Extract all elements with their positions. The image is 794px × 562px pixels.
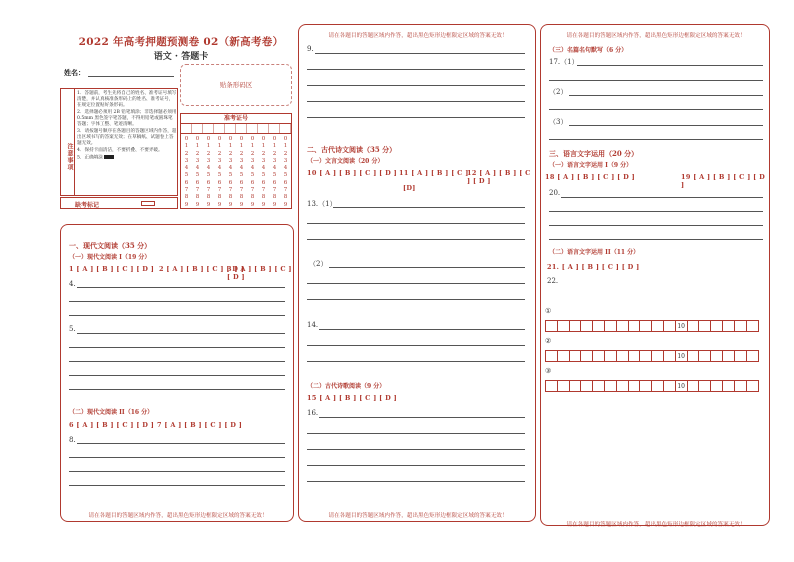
- question-number-4: 4.: [69, 280, 76, 288]
- digit-bubble[interactable]: 6: [250, 179, 255, 186]
- question-number-22: 22.: [547, 277, 559, 285]
- answer-line[interactable]: [307, 345, 525, 346]
- digit-bubble[interactable]: 5: [217, 172, 222, 179]
- marker-3: ③: [545, 367, 552, 375]
- section-heading: 一、现代文阅读（35 分）: [69, 241, 152, 250]
- question-number-13-1: 13.（1）: [307, 200, 337, 208]
- digit-bubble[interactable]: 5: [261, 172, 266, 179]
- digit-bubble[interactable]: 6: [272, 179, 277, 186]
- question-number-17-2: （2）: [549, 88, 568, 96]
- answer-line[interactable]: [69, 485, 285, 486]
- boundary-warning: 请在各题目的答题区域内作答，超出黑色矩形边框限定区域的答案无效！: [328, 513, 508, 519]
- digit-bubble[interactable]: 4: [283, 165, 288, 172]
- answer-line[interactable]: [307, 283, 525, 284]
- digit-bubble[interactable]: 4: [217, 165, 222, 172]
- name-label: 姓名：: [64, 68, 85, 77]
- absent-checkbox[interactable]: [141, 201, 155, 206]
- digit-bubble[interactable]: 3: [239, 157, 244, 164]
- digit-bubble[interactable]: 4: [261, 165, 266, 172]
- writing-grid-row-3[interactable]: 10: [545, 380, 759, 392]
- digit-bubble[interactable]: 7: [239, 187, 244, 194]
- mc-question-6[interactable]: 6 [ A ] [ B ] [ C ] [ D ]: [69, 421, 155, 429]
- answer-line[interactable]: [307, 449, 525, 450]
- digit-bubble[interactable]: 9: [250, 201, 255, 208]
- mc-question-2[interactable]: 2 [ A ] [ B ] [ C ] [ D ]: [159, 265, 245, 273]
- digit-bubble[interactable]: 5: [283, 172, 288, 179]
- digit-bubble[interactable]: 7: [283, 187, 288, 194]
- digit-bubble[interactable]: 9: [195, 201, 200, 208]
- digit-bubble[interactable]: 4: [272, 165, 277, 172]
- digit-column[interactable]: [247, 136, 258, 209]
- marker-2: ②: [545, 337, 552, 345]
- digit-bubble[interactable]: 8: [239, 194, 244, 201]
- answer-panel-1: [60, 224, 294, 522]
- digit-bubble[interactable]: 8: [261, 194, 266, 201]
- digit-bubble[interactable]: 2: [272, 150, 277, 157]
- answer-line[interactable]: [307, 117, 525, 118]
- question-number-5: 5.: [69, 325, 76, 333]
- digit-bubble[interactable]: 9: [217, 201, 222, 208]
- answer-line[interactable]: [549, 80, 763, 81]
- answer-line[interactable]: [69, 389, 285, 390]
- exam-number-write-boxes[interactable]: [181, 124, 291, 134]
- digit-bubble[interactable]: 5: [250, 172, 255, 179]
- answer-line[interactable]: [307, 69, 525, 70]
- absent-mark-row: [60, 197, 178, 209]
- question-number-17-3: （3）: [549, 118, 568, 126]
- answer-line[interactable]: [577, 65, 763, 66]
- answer-line[interactable]: [69, 347, 285, 348]
- digit-bubble[interactable]: 1: [206, 143, 211, 150]
- answer-line[interactable]: [569, 125, 763, 126]
- digit-bubble[interactable]: 3: [283, 157, 288, 164]
- digit-column[interactable]: [225, 136, 236, 209]
- answer-line[interactable]: [77, 287, 285, 288]
- answer-line[interactable]: [307, 101, 525, 102]
- digit-bubble[interactable]: 3: [184, 157, 189, 164]
- marker-1: ①: [545, 307, 552, 315]
- digit-bubble[interactable]: 1: [195, 143, 200, 150]
- subsection-heading: （二）语言文字运用 II（11 分）: [549, 249, 640, 256]
- answer-line[interactable]: [69, 315, 285, 316]
- digit-bubble[interactable]: 2: [206, 150, 211, 157]
- digit-bubble[interactable]: 8: [283, 194, 288, 201]
- digit-bubble[interactable]: 5: [228, 172, 233, 179]
- answer-line[interactable]: [561, 197, 763, 198]
- absent-label: 缺考标记: [75, 202, 100, 209]
- digit-column[interactable]: [203, 136, 214, 209]
- digit-bubble[interactable]: 6: [283, 179, 288, 186]
- digit-bubble[interactable]: 1: [228, 143, 233, 150]
- digit-bubble[interactable]: 6: [184, 179, 189, 186]
- digit-bubble[interactable]: 8: [228, 194, 233, 201]
- digit-bubble[interactable]: 0: [206, 136, 211, 142]
- digit-bubble[interactable]: 5: [184, 172, 189, 179]
- answer-line[interactable]: [333, 207, 525, 208]
- digit-bubble[interactable]: 9: [184, 201, 189, 208]
- mc-question-15[interactable]: 15 [ A ] [ B ] [ C ] [ D ]: [307, 394, 397, 402]
- answer-line[interactable]: [329, 267, 525, 268]
- digit-bubble[interactable]: 2: [239, 150, 244, 157]
- digit-bubble[interactable]: 9: [283, 201, 288, 208]
- answer-line[interactable]: [77, 443, 285, 444]
- mc-question-19[interactable]: 19 [ A ] [ B ] [ C ] [ D ]: [681, 173, 766, 189]
- section-heading: 二、古代诗文阅读（35 分）: [307, 145, 397, 154]
- filled-sample-mark: [104, 155, 114, 159]
- digit-bubble[interactable]: 6: [195, 179, 200, 186]
- digit-bubble[interactable]: 9: [206, 201, 211, 208]
- answer-line[interactable]: [69, 375, 285, 376]
- question-number-13-2: （2）: [309, 260, 328, 268]
- subsection-heading: （一）文言文阅读（20 分）: [307, 158, 384, 165]
- digit-bubble[interactable]: 0: [228, 136, 233, 142]
- digit-bubble[interactable]: 1: [184, 143, 189, 150]
- answer-line[interactable]: [77, 333, 285, 334]
- digit-bubble[interactable]: 6: [228, 179, 233, 186]
- digit-bubble[interactable]: 2: [184, 150, 189, 157]
- digit-bubble[interactable]: 1: [261, 143, 266, 150]
- answer-line[interactable]: [549, 225, 763, 226]
- digit-column[interactable]: [181, 136, 192, 209]
- mc-question-12[interactable]: 12 [ A ] [ B ] [ C ] [ D ]: [467, 169, 531, 185]
- mc-question-18[interactable]: 18 [ A ] [ B ] [ C ] [ D ]: [545, 173, 635, 181]
- digit-bubble[interactable]: 7: [261, 187, 266, 194]
- digit-bubble[interactable]: 4: [250, 165, 255, 172]
- digit-bubble[interactable]: 9: [261, 201, 266, 208]
- digit-bubble[interactable]: 3: [228, 157, 233, 164]
- mc-question-7[interactable]: 7 [ A ] [ B ] [ C ] [ D ]: [157, 421, 243, 429]
- digit-bubble[interactable]: 4: [184, 165, 189, 172]
- answer-line[interactable]: [569, 95, 763, 96]
- answer-panel-2: [298, 24, 536, 522]
- digit-bubble[interactable]: 2: [217, 150, 222, 157]
- notice-item: 5．正确填涂: [77, 155, 177, 162]
- notice-item: 3．请按题号顺序在各题目的答题区域内作答，超出区域书写的答案无效；在草稿纸、试题卷上答题无效。: [77, 129, 177, 146]
- digit-bubble[interactable]: 8: [195, 194, 200, 201]
- notice-item: 2．选择题必须用 2B 铅笔填涂；非选择题必须用 0.5mm 黑色签字笔答题，不得用铅笔或圆珠笔答题；字体工整、笔迹清晰。: [77, 110, 177, 127]
- writing-grid-row-1[interactable]: 10: [545, 320, 759, 332]
- digit-bubble[interactable]: 3: [195, 157, 200, 164]
- boundary-warning: 请在各题目的答题区域内作答，超出黑色矩形边框限定区域的答案无效！: [88, 513, 268, 519]
- digit-column[interactable]: [280, 136, 291, 209]
- digit-bubble[interactable]: 8: [272, 194, 277, 201]
- digit-bubble[interactable]: 5: [239, 172, 244, 179]
- digit-bubble[interactable]: 0: [261, 136, 266, 142]
- exam-number-bubbles[interactable]: [181, 136, 291, 209]
- boundary-warning: 请在各题目的答题区域内作答，超出黑色矩形边框限定区域的答案无效！: [566, 522, 746, 528]
- digit-bubble[interactable]: 0: [250, 136, 255, 142]
- digit-bubble[interactable]: 3: [261, 157, 266, 164]
- notice-heading: 注意事项: [61, 89, 75, 195]
- digit-bubble[interactable]: 6: [217, 179, 222, 186]
- section-heading: 三、语言文字运用（20 分）: [549, 149, 639, 158]
- digit-bubble[interactable]: 8: [206, 194, 211, 201]
- digit-bubble[interactable]: 1: [272, 143, 277, 150]
- digit-bubble[interactable]: 0: [272, 136, 277, 142]
- digit-bubble[interactable]: 3: [250, 157, 255, 164]
- mc-question-21[interactable]: 21. [ A ] [ B ] [ C ] [ D ]: [547, 263, 640, 271]
- barcode-sticker-area: [180, 64, 292, 106]
- digit-bubble[interactable]: 6: [206, 179, 211, 186]
- digit-bubble[interactable]: 1: [217, 143, 222, 150]
- question-number-16: 16.: [307, 409, 319, 417]
- answer-line[interactable]: [307, 299, 525, 300]
- digit-bubble[interactable]: 3: [206, 157, 211, 164]
- digit-bubble[interactable]: 7: [195, 187, 200, 194]
- mc-question-11[interactable]: 11 [ A ] [ B ] [ C ]: [399, 169, 469, 177]
- answer-line[interactable]: [307, 85, 525, 86]
- digit-bubble[interactable]: 7: [217, 187, 222, 194]
- digit-bubble[interactable]: 9: [228, 201, 233, 208]
- digit-bubble[interactable]: 3: [217, 157, 222, 164]
- answer-line[interactable]: [315, 53, 525, 54]
- digit-bubble[interactable]: 2: [250, 150, 255, 157]
- exam-number-grid: [180, 113, 292, 209]
- notice-body: [77, 91, 177, 163]
- digit-bubble[interactable]: 1: [250, 143, 255, 150]
- digit-column[interactable]: [214, 136, 225, 209]
- answer-panel-3: [540, 24, 770, 526]
- digit-bubble[interactable]: 1: [283, 143, 288, 150]
- notice-item: 1．答题前，考生先将自己的姓名、准考证号填写清楚，并认真核准条形码上的姓名、准考证号，在规定位置贴好条形码。: [77, 91, 177, 108]
- answer-line[interactable]: [307, 361, 525, 362]
- answer-line[interactable]: [549, 211, 763, 212]
- digit-column[interactable]: [269, 136, 280, 209]
- boundary-warning: 请在各题目的答题区域内作答，超出黑色矩形边框限定区域的答案无效！: [328, 33, 508, 39]
- answer-line[interactable]: [307, 239, 525, 240]
- digit-bubble[interactable]: 6: [239, 179, 244, 186]
- digit-bubble[interactable]: 0: [239, 136, 244, 142]
- mc-question-3[interactable]: 3 [ A ] [ B ] [ C ] [ D ]: [227, 265, 292, 281]
- subsection-heading: （二）现代文阅读 II（16 分）: [69, 409, 154, 416]
- digit-bubble[interactable]: 2: [261, 150, 266, 157]
- answer-line[interactable]: [69, 457, 285, 458]
- subsection-heading: （三）名篇名句默写（6 分）: [549, 47, 628, 54]
- question-number-14: 14.: [307, 321, 319, 329]
- digit-column[interactable]: [258, 136, 269, 209]
- digit-bubble[interactable]: 3: [272, 157, 277, 164]
- subsection-heading: （一）语言文字运用 I（9 分）: [549, 162, 633, 169]
- answer-line[interactable]: [69, 361, 285, 362]
- notice-item: 4．保持卡面清洁，不要折叠、不要弄破。: [77, 148, 163, 153]
- question-number-20: 20.: [549, 189, 561, 197]
- writing-grid-row-2[interactable]: 10: [545, 350, 759, 362]
- digit-bubble[interactable]: 5: [195, 172, 200, 179]
- answer-line[interactable]: [319, 417, 525, 418]
- mc-question-10[interactable]: 10 [ A ] [ B ] [ C ] [ D ]: [307, 169, 397, 177]
- digit-bubble[interactable]: 8: [184, 194, 189, 201]
- boundary-warning: 请在各题目的答题区域内作答，超出黑色矩形边框限定区域的答案无效！: [566, 33, 746, 39]
- digit-bubble[interactable]: 5: [272, 172, 277, 179]
- digit-bubble[interactable]: 7: [206, 187, 211, 194]
- mc-question-1[interactable]: 1 [ A ] [ B ] [ C ] [ D ]: [69, 265, 155, 273]
- answer-line[interactable]: [549, 239, 763, 240]
- answer-line[interactable]: [307, 465, 525, 466]
- digit-bubble[interactable]: 4: [239, 165, 244, 172]
- subsection-heading: （一）现代文阅读 I（19 分）: [69, 254, 151, 261]
- answer-line[interactable]: [307, 433, 525, 434]
- digit-bubble[interactable]: 0: [217, 136, 222, 142]
- exam-number-label: 准考证号: [181, 114, 291, 124]
- digit-bubble[interactable]: 4: [206, 165, 211, 172]
- digit-bubble[interactable]: 5: [206, 172, 211, 179]
- answer-line[interactable]: [69, 471, 285, 472]
- digit-bubble[interactable]: 2: [195, 150, 200, 157]
- name-field[interactable]: [88, 76, 174, 77]
- sheet-subtitle: 语文 · 答题卡: [153, 52, 209, 62]
- question-number-8: 8.: [69, 436, 76, 444]
- digit-bubble[interactable]: 0: [184, 136, 189, 142]
- exam-title: 2022 年高考押题预测卷 02（新高考卷）: [78, 36, 284, 48]
- digit-bubble[interactable]: 7: [250, 187, 255, 194]
- mc-question-11-option-d[interactable]: [D]: [403, 184, 416, 192]
- digit-bubble[interactable]: 2: [283, 150, 288, 157]
- answer-line[interactable]: [69, 301, 285, 302]
- digit-bubble[interactable]: 4: [228, 165, 233, 172]
- digit-bubble[interactable]: 6: [261, 179, 266, 186]
- digit-column[interactable]: [192, 136, 203, 209]
- digit-bubble[interactable]: 7: [228, 187, 233, 194]
- digit-bubble[interactable]: 9: [239, 201, 244, 208]
- digit-bubble[interactable]: 0: [283, 136, 288, 142]
- answer-line[interactable]: [549, 109, 763, 110]
- answer-line[interactable]: [319, 329, 525, 330]
- digit-bubble[interactable]: 1: [239, 143, 244, 150]
- digit-bubble[interactable]: 9: [272, 201, 277, 208]
- question-number-9: 9.: [307, 45, 314, 53]
- subsection-heading: （二）古代诗歌阅读（9 分）: [307, 383, 386, 390]
- notice-box: [60, 88, 178, 196]
- answer-line[interactable]: [307, 481, 525, 482]
- question-number-17-1: 17.（1）: [549, 58, 579, 66]
- digit-bubble[interactable]: 8: [250, 194, 255, 201]
- digit-bubble[interactable]: 8: [217, 194, 222, 201]
- sticker-label: 贴条形码区: [219, 81, 253, 89]
- digit-bubble[interactable]: 4: [195, 165, 200, 172]
- answer-line[interactable]: [549, 139, 763, 140]
- digit-bubble[interactable]: 7: [184, 187, 189, 194]
- digit-bubble[interactable]: 7: [272, 187, 277, 194]
- answer-line[interactable]: [307, 223, 525, 224]
- digit-column[interactable]: [236, 136, 247, 209]
- digit-bubble[interactable]: 2: [228, 150, 233, 157]
- digit-bubble[interactable]: 0: [195, 136, 200, 142]
